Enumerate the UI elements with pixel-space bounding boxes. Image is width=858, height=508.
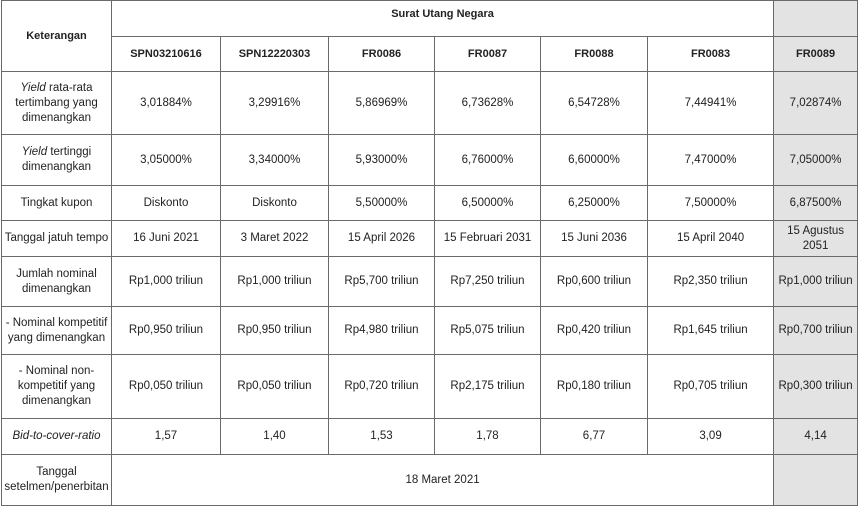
table-cell: Rp4,980 triliun (329, 307, 435, 355)
row-label (2, 355, 112, 419)
table-cell: 6,50000% (435, 186, 541, 221)
table-body (2, 1, 858, 506)
settlement-date: 18 Maret 2021 (112, 455, 774, 506)
table-cell: Rp0,700 triliun (774, 307, 858, 355)
table-cell: 15 April 2026 (329, 221, 435, 257)
table-cell: 7,44941% (648, 72, 774, 135)
table-cell: Rp0,950 triliun (112, 307, 221, 355)
table-cell: 1,57 (112, 419, 221, 455)
series-header: FR0083 (648, 37, 774, 72)
series-header: FR0087 (435, 37, 541, 72)
table-cell: Rp1,645 triliun (648, 307, 774, 355)
series-header: SPN12220303 (221, 37, 329, 72)
row-label-text: Tingkat kupon (20, 196, 93, 209)
row-label (2, 257, 112, 307)
row-label-text: tertinggi dimenangkan (21, 146, 92, 173)
table-cell: 6,73628% (435, 72, 541, 135)
table-cell: 6,77 (541, 419, 648, 455)
table-cell: Rp2,350 triliun (648, 257, 774, 307)
table-cell: 15 Juni 2036 (541, 221, 648, 257)
table-cell: 3,29916% (221, 72, 329, 135)
row-label-text: rata-rata tertimbang yang dimenangkan (15, 81, 98, 124)
table-cell: 5,93000% (329, 135, 435, 186)
table-cell: 15 Februari 2031 (435, 221, 541, 257)
table-cell: Rp2,175 triliun (435, 355, 541, 419)
table-cell: 7,05000% (774, 135, 858, 186)
row-label: Tanggal setelmen/penerbitan (2, 455, 112, 506)
table-cell: 7,02874% (774, 72, 858, 135)
table-cell: Rp0,180 triliun (541, 355, 648, 419)
table-cell: Diskonto (112, 186, 221, 221)
table-cell: 5,86969% (329, 72, 435, 135)
table-cell: Rp1,000 triliun (112, 257, 221, 307)
table-row (2, 257, 858, 307)
table-cell: 3,05000% (112, 135, 221, 186)
table-cell: 3,09 (648, 419, 774, 455)
table-cell: Rp0,050 triliun (112, 355, 221, 419)
table-cell: Rp0,420 triliun (541, 307, 648, 355)
table-row (2, 186, 858, 221)
row-label (2, 135, 112, 186)
table-cell: 6,60000% (541, 135, 648, 186)
table-cell: Rp1,000 triliun (774, 257, 858, 307)
table-cell: 15 Agustus 2051 (774, 221, 858, 257)
row-label-italic: Bid-to-cover-ratio (12, 430, 101, 442)
series-header: FR0088 (541, 37, 648, 72)
row-label-text: Tanggal jatuh tempo (4, 232, 109, 244)
row-label (2, 419, 112, 455)
table-cell: Rp5,075 triliun (435, 307, 541, 355)
row-label-italic: Yield (20, 81, 46, 94)
row-label (2, 307, 112, 355)
row-label (2, 72, 112, 135)
row-label (2, 221, 112, 257)
table-cell: 5,50000% (329, 186, 435, 221)
series-header: FR0089 (774, 37, 858, 72)
table-cell: Rp0,720 triliun (329, 355, 435, 419)
table-cell: Rp0,705 triliun (648, 355, 774, 419)
header-row-series (2, 37, 858, 72)
series-header: FR0086 (329, 37, 435, 72)
table-cell: 1,78 (435, 419, 541, 455)
row-label-text: - Nominal non-kompetitif yang dimenangkan (17, 365, 96, 407)
table-cell: Rp1,000 triliun (221, 257, 329, 307)
row-label (2, 186, 112, 221)
table-cell: Rp0,050 triliun (221, 355, 329, 419)
settlement-highlight-cell (774, 455, 858, 506)
group-header: Surat Utang Negara (112, 1, 774, 37)
table-cell: 6,87500% (774, 186, 858, 221)
table-cell: 7,47000% (648, 135, 774, 186)
auction-results-table (1, 0, 858, 506)
table-cell: Diskonto (221, 186, 329, 221)
table-cell: 16 Juni 2021 (112, 221, 221, 257)
corner-header: Keterangan (2, 1, 112, 72)
table-cell: 6,54728% (541, 72, 648, 135)
row-label-text: - Nominal kompetitif yang dimenangkan (5, 316, 108, 344)
table-row (2, 72, 858, 135)
table-row (2, 419, 858, 455)
table-cell: 7,50000% (648, 186, 774, 221)
table-cell: Rp0,300 triliun (774, 355, 858, 419)
table-cell: 1,53 (329, 419, 435, 455)
table-cell: 4,14 (774, 419, 858, 455)
table-cell: 3 Maret 2022 (221, 221, 329, 257)
table-cell: Rp5,700 triliun (329, 257, 435, 307)
table-cell: 1,40 (221, 419, 329, 455)
table-cell: 15 April 2040 (648, 221, 774, 257)
series-header: SPN03210616 (112, 37, 221, 72)
settlement-row (2, 455, 858, 506)
header-row-group (2, 1, 858, 37)
group-header-highlight (774, 1, 858, 37)
table-cell: Rp7,250 triliun (435, 257, 541, 307)
table-cell: 3,01884% (112, 72, 221, 135)
table-row (2, 221, 858, 257)
table-cell: 6,25000% (541, 186, 648, 221)
table-row (2, 355, 858, 419)
row-label-text: Jumlah nominal dimenangkan (16, 267, 97, 295)
table-row (2, 307, 858, 355)
table-row (2, 135, 858, 186)
table-cell: Rp0,600 triliun (541, 257, 648, 307)
table-cell: 3,34000% (221, 135, 329, 186)
table-cell: 6,76000% (435, 135, 541, 186)
table-cell: Rp0,950 triliun (221, 307, 329, 355)
row-label-italic: Yield (21, 146, 48, 158)
